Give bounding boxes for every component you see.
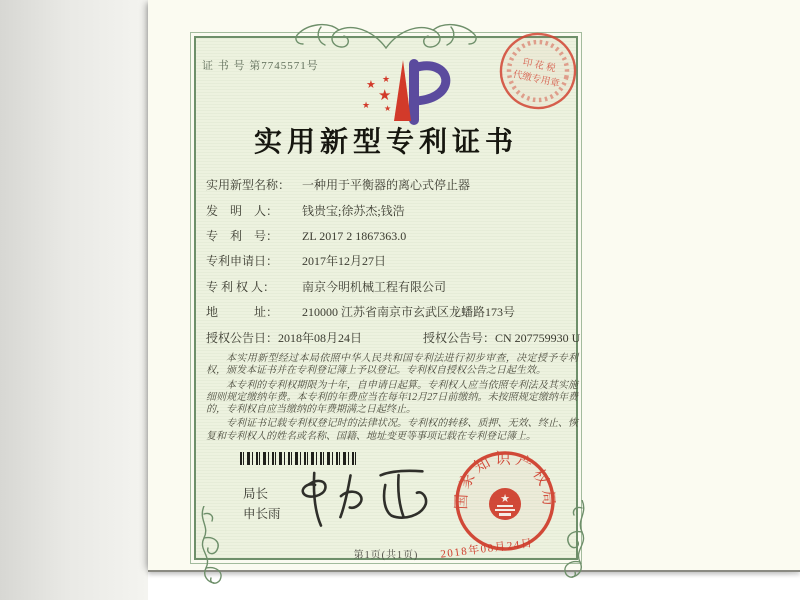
- grant-number-pair: [423, 329, 580, 346]
- tax-seal-line2: 代缴专用章: [511, 69, 561, 90]
- grant-date-label: 授权公告日：: [206, 331, 279, 345]
- field-row-filing-date: [206, 252, 576, 269]
- logo-stars: [362, 75, 391, 113]
- field-label: 专 利 权 人：: [206, 280, 276, 294]
- grant-number-label: 授权公告号：: [423, 331, 496, 345]
- patent-office-logo: [354, 56, 464, 126]
- field-label: 实用新型名称：: [206, 178, 291, 192]
- stamp-duty-seal: [489, 22, 586, 119]
- svg-text:★: ★: [384, 104, 392, 113]
- field-value: 南京今明机械工程有限公司: [302, 280, 447, 294]
- tax-seal-line1: 印 花 税: [521, 57, 557, 75]
- logo-p-mark: [394, 60, 446, 121]
- field-row-address: [206, 303, 576, 320]
- director-title-label: 局长: [243, 487, 269, 501]
- field-row-patent-number: [206, 227, 576, 244]
- legal-text-block: [206, 353, 578, 445]
- svg-text:★: ★: [382, 75, 391, 85]
- national-emblem: [489, 488, 521, 520]
- field-row-patentee: [206, 278, 576, 295]
- seal-date: 2018年08月24日: [439, 537, 535, 561]
- legal-paragraph-1: 本实用新型经过本局依照中华人民共和国专利法进行初步审查，决定授予专利权，颁发本证书并在专利登记簿上予以登记。专利权自授权公告之日起生效。: [206, 353, 578, 377]
- field-label: 地 址：: [206, 305, 279, 319]
- seal-ring-text: 国家知识产权局: [453, 450, 557, 510]
- field-row-name: [206, 176, 576, 193]
- scanner-background: [0, 0, 148, 600]
- field-value: 一种用于平衡器的离心式停止器: [302, 178, 471, 192]
- field-value: 210000 江苏省南京市玄武区龙蟠路173号: [302, 305, 516, 319]
- svg-text:★: ★: [362, 101, 371, 111]
- field-label: 发 明 人：: [206, 204, 279, 218]
- grant-number-value: CN 207759930 U: [495, 331, 581, 345]
- svg-text:★: ★: [366, 78, 376, 91]
- director-name-label: 申长雨: [243, 507, 281, 521]
- field-value: ZL 2017 2 1867363.0: [302, 229, 407, 243]
- grant-date-value: 2018年08月24日: [278, 331, 363, 345]
- page-number-footer: 第1页(共1页): [353, 550, 419, 561]
- svg-text:★: ★: [500, 492, 510, 505]
- field-row-grant: [206, 329, 581, 346]
- certificate-paper: [148, 0, 800, 572]
- bottom-left-corner-ornament: [194, 506, 240, 584]
- svg-text:★: ★: [378, 86, 392, 104]
- legal-paragraph-3: 专利证书记载专利权登记时的法律状况。专利权的转移、质押、无效、终止、恢复和专利权人的姓名或名称、国籍、地址变更等事项记载在专利登记簿上。: [206, 418, 578, 442]
- legal-paragraph-2: 本专利的专利权期限为十年，自申请日起算。专利权人应当依照专利法及其实施细则规定缴纳年费。本专利的年费应当在每年12月27日前缴纳。未按照规定缴纳年费的，专利权自应当缴纳的年费期满之日起终止。: [206, 379, 578, 416]
- field-value: 钱贵宝;徐苏杰;钱浩: [302, 204, 405, 218]
- field-label: 专 利 号：: [206, 229, 279, 243]
- certificate-number: 证 书 号 第7745571号: [202, 60, 319, 72]
- top-center-flourish-ornament: [290, 17, 482, 55]
- director-signature: [286, 462, 456, 530]
- field-value: 2017年12月27日: [302, 254, 387, 268]
- certificate-title: 实用新型专利证书: [253, 127, 518, 158]
- field-label: 专利申请日：: [206, 254, 279, 268]
- field-row-inventors: [206, 202, 576, 219]
